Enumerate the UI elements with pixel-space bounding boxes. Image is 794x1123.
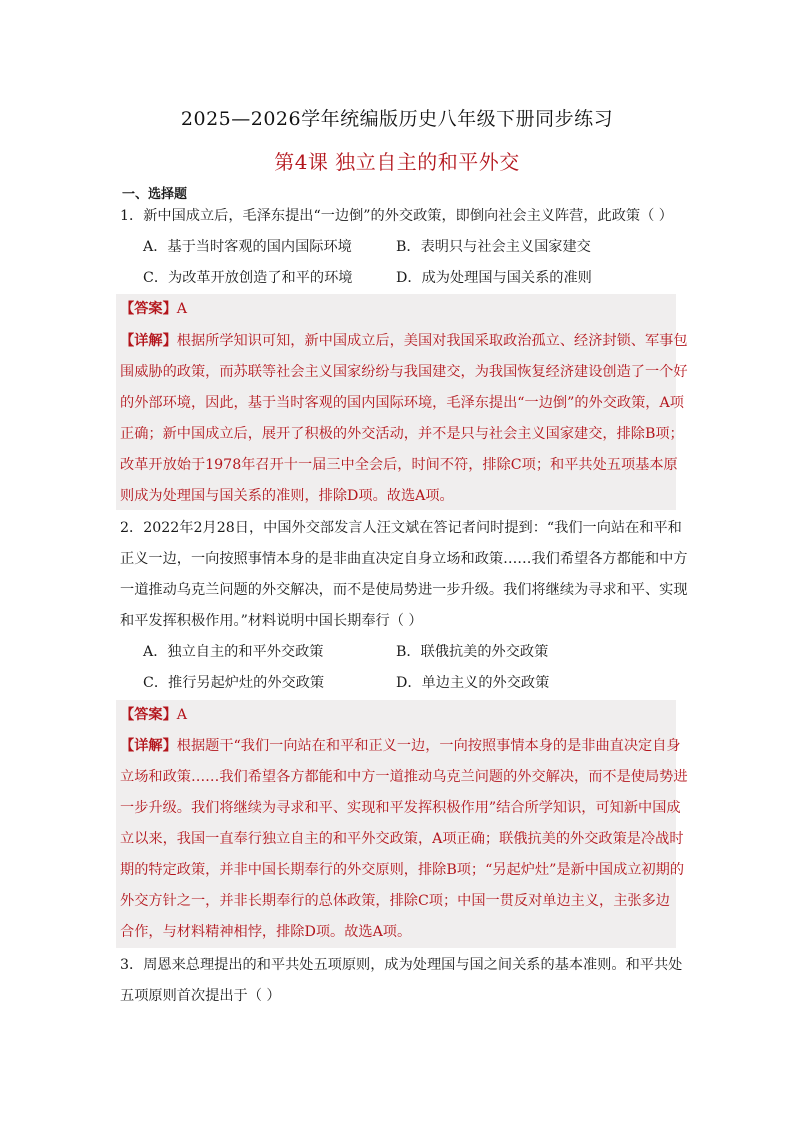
question-2-answer xyxy=(120,705,676,725)
answer-tag: 【答案】 xyxy=(120,707,177,723)
question-2-detail-line: 合作，与材料精神相悖，排除D项。故选A项。 xyxy=(120,924,412,940)
detail-tag: 【详解】 xyxy=(120,738,177,754)
question-2-detail-line xyxy=(120,736,681,756)
lesson-title: 第4课 独立自主的和平外交 xyxy=(274,150,520,174)
question-1-detail-line: 正确；新中国成立后，展开了积极的外交活动，并不是只与社会主义国家建交，排除B项； xyxy=(120,426,684,442)
question-1-detail-line: 的外部环境，因此，基于当时客观的国内国际环境，毛泽东提出“一边倒”的外交政策，A项 xyxy=(120,395,684,411)
answer-tag: 【答案】 xyxy=(120,301,177,317)
answer-value: A xyxy=(176,707,188,723)
question-2-stem: 一道推动乌克兰问题的外交解决，而不是使局势进一步升级。我们将继续为寻求和平、实现 xyxy=(120,582,688,598)
question-2-stem: 2．2022年2月28日，中国外交部发言人汪文斌在答记者问时提到：“我们一向站在和平和 xyxy=(120,520,682,536)
question-2-stem: 正义一边，一向按照事情本身的是非曲直决定自身立场和政策……我们希望各方都能和中方 xyxy=(120,551,688,567)
question-3-stem: 五项原则首次提出于（ ） xyxy=(120,988,281,1004)
question-2-option-c: C．推行另起炉灶的外交政策 xyxy=(143,675,325,691)
question-2-detail-line: 期的特定政策，并非中国长期奉行的外交原则，排除B项；“另起炉灶”是新中国成立初期的 xyxy=(120,862,685,878)
question-2-detail-line: 立场和政策……我们希望各方都能和中方一道推动乌克兰问题的外交解决，而不是使局势进 xyxy=(120,769,688,785)
question-1-detail-line: 围威胁的政策，而苏联等社会主义国家纷纷与我国建交，为我国恢复经济建设创造了一个好 xyxy=(120,364,688,380)
question-2-option-b: B．联俄抗美的外交政策 xyxy=(396,644,549,660)
question-2-option-d: D．单边主义的外交政策 xyxy=(396,675,550,691)
question-2-detail-line: 一步升级。我们将继续为寻求和平、实现和平发挥积极作用”结合所学知识，可知新中国成 xyxy=(120,800,681,816)
question-1-detail-line: 则成为处理国与国关系的准则，排除D项。故选A项。 xyxy=(120,488,454,504)
question-1-detail-line xyxy=(120,331,688,351)
question-3-stem: 3．周恩来总理提出的和平共处五项原则，成为处理国与国之间关系的基本准则。和平共处 xyxy=(120,957,683,973)
question-1-answer xyxy=(120,299,676,319)
question-2-detail-line: 立以来，我国一直奉行独立自主的和平外交政策，A项正确；联俄抗美的外交政策是冷战时 xyxy=(120,831,684,847)
question-2-option-a: A．独立自主的和平外交政策 xyxy=(143,644,324,660)
page-title: 2025—2026学年统编版历史八年级下册同步练习 xyxy=(180,108,614,130)
question-1-detail-line: 改革开放始于1978年召开十一届三中全会后，时间不符，排除C项；和平共处五项基本原 xyxy=(120,457,678,473)
answer-value: A xyxy=(176,301,188,317)
question-2-stem: 和平发挥积极作用。”材料说明中国长期奉行（ ） xyxy=(120,613,423,629)
question-1-option-a: A．基于当时客观的国内国际环境 xyxy=(143,239,352,255)
detail-text: 根据所学知识可知，新中国成立后，美国对我国采取政治孤立、经济封锁、军事包 xyxy=(176,333,688,349)
question-2-detail-line: 外交方针之一，并非长期奉行的总体政策，排除C项；中国一贯反对单边主义，主张多边 xyxy=(120,893,670,909)
detail-tag: 【详解】 xyxy=(120,333,177,349)
question-1-stem: 1．新中国成立后，毛泽东提出“一边倒”的外交政策，即倒向社会主义阵营，此政策（ ） xyxy=(120,208,673,224)
question-1-option-d: D．成为处理国与国关系的准则 xyxy=(396,270,592,286)
question-1-option-c: C．为改革开放创造了和平的环境 xyxy=(143,270,353,286)
section-heading: 一、选择题 xyxy=(122,187,188,202)
question-1-option-b: B．表明只与社会主义国家建交 xyxy=(396,239,591,255)
detail-text: 根据题干“我们一向站在和平和正义一边，一向按照事情本身的是非曲直决定自身 xyxy=(176,738,681,754)
